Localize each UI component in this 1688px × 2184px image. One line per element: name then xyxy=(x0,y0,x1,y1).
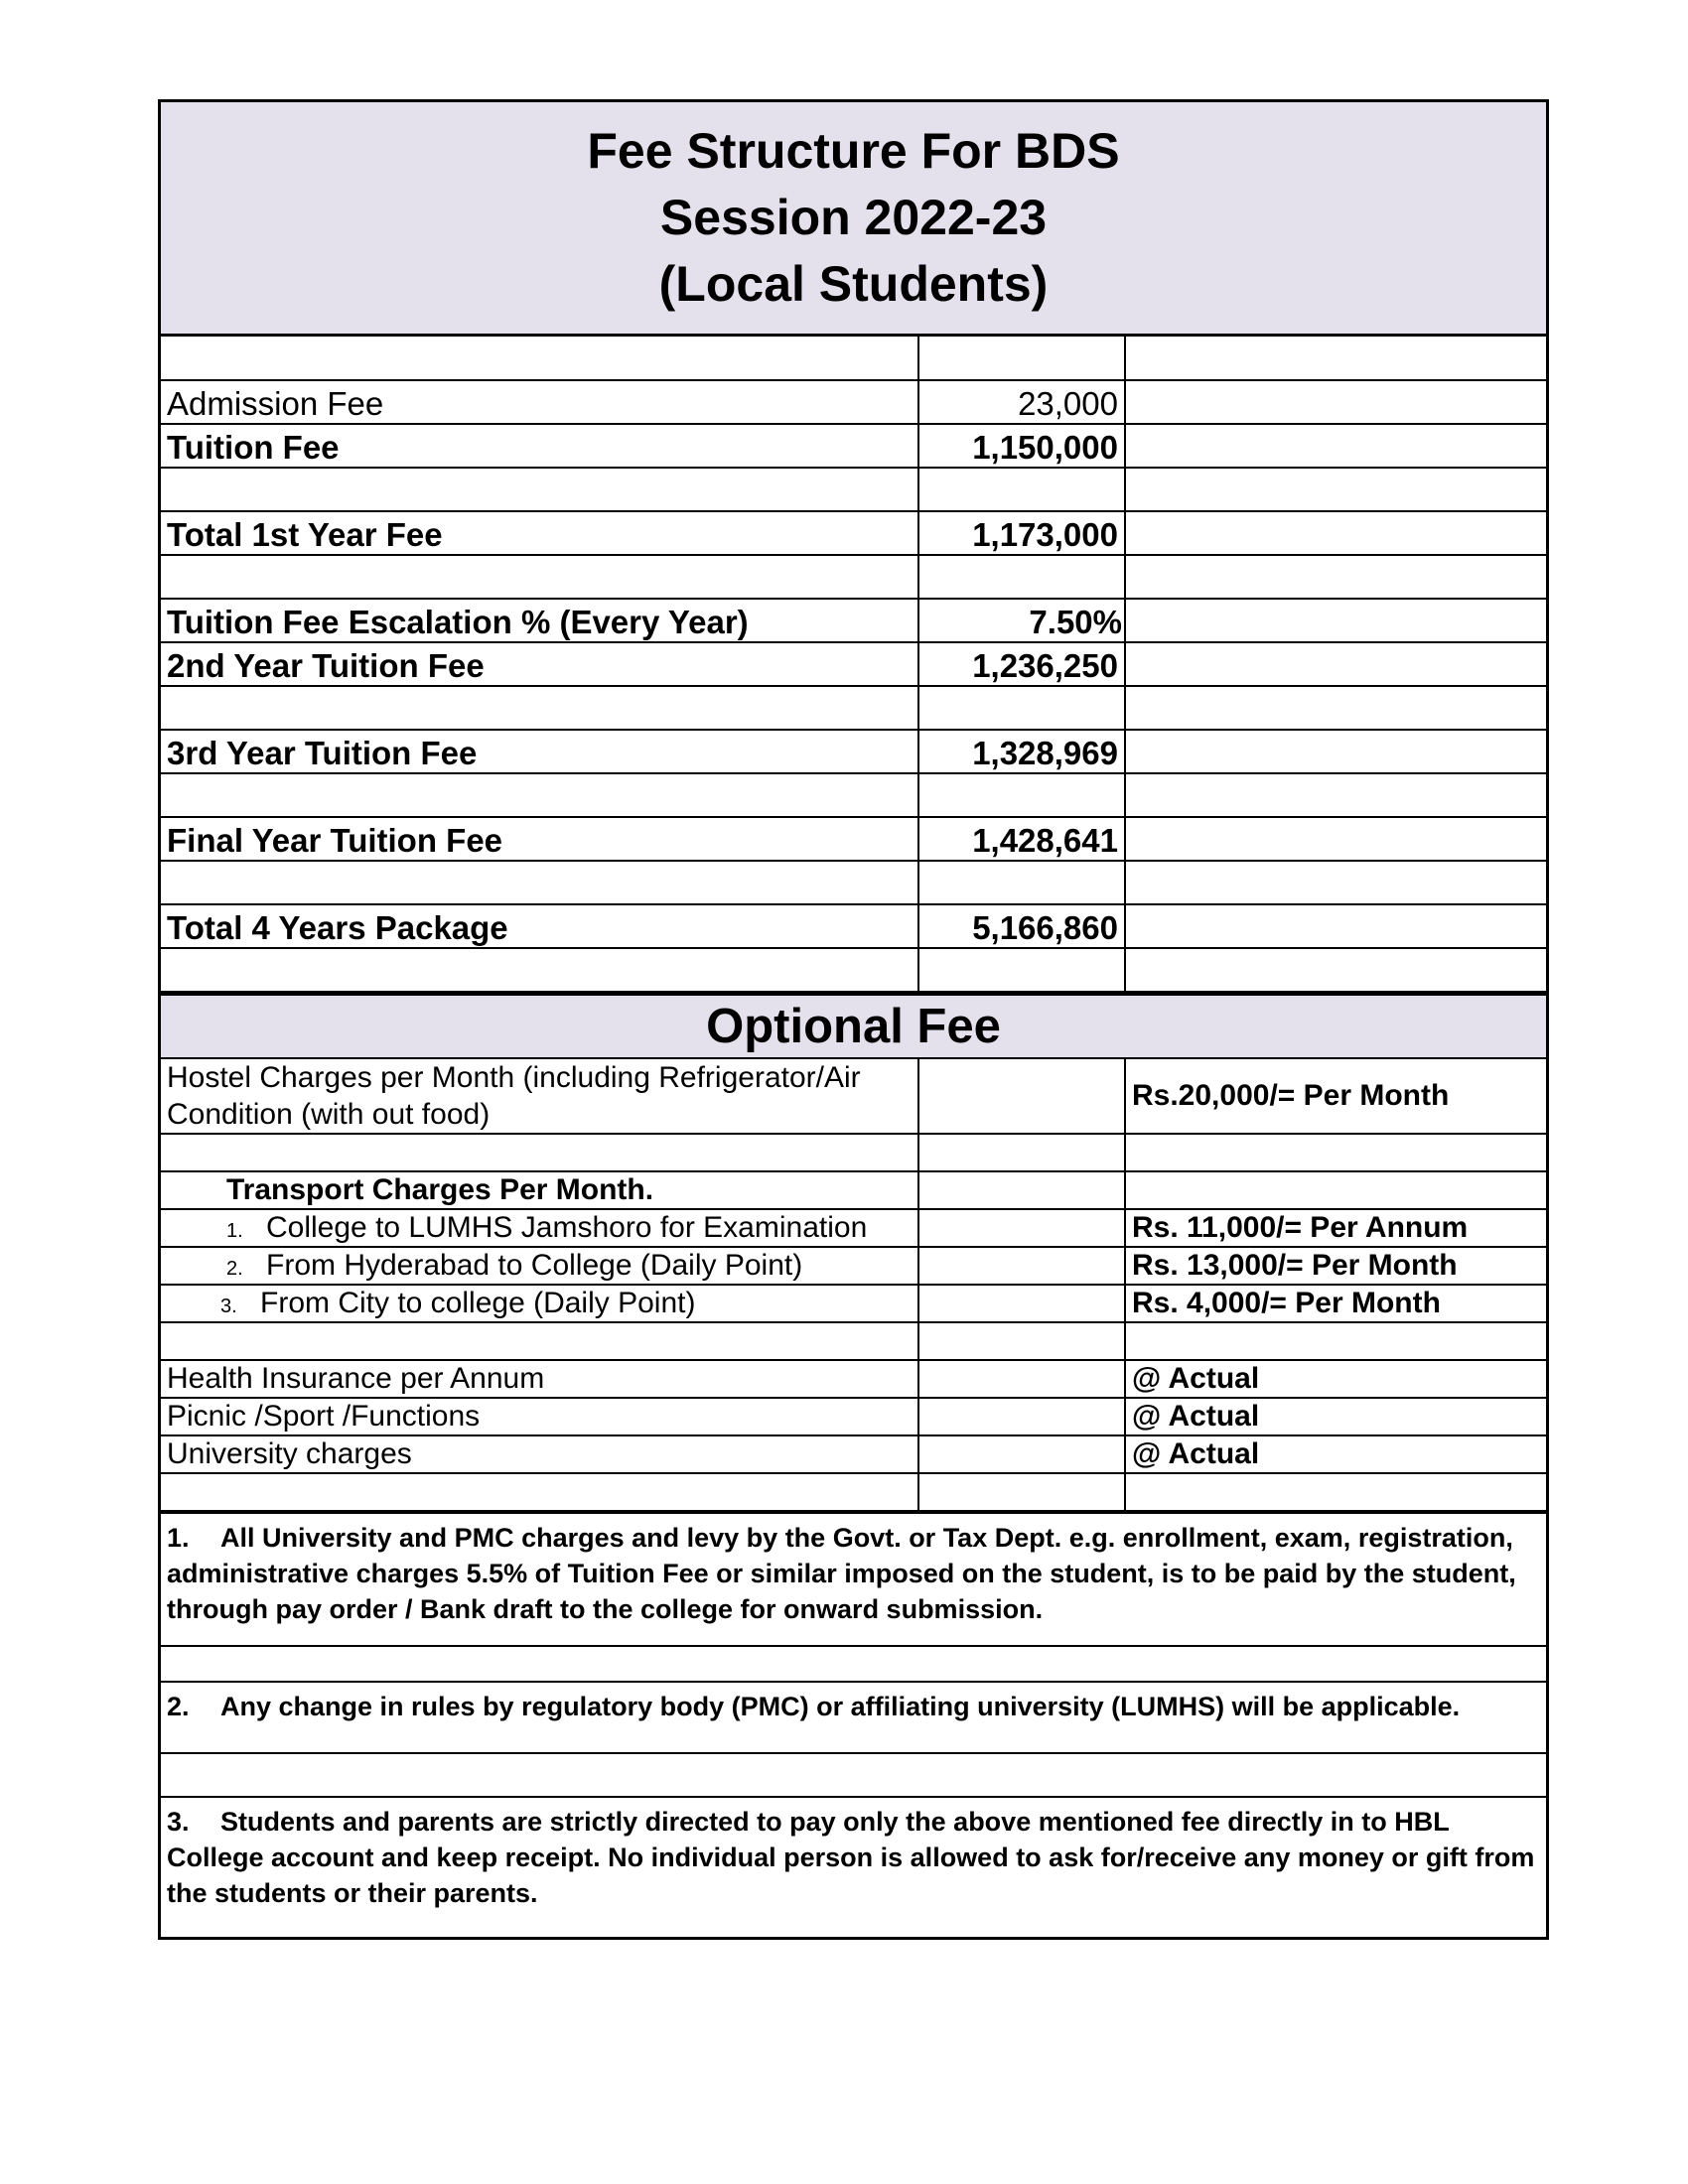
title-line-2: Session 2022-23 xyxy=(659,190,1048,245)
table-row xyxy=(161,642,1546,686)
table-row xyxy=(161,1059,1546,1134)
table-row xyxy=(161,599,1546,642)
health-insurance-label: Health Insurance per Annum xyxy=(161,1360,918,1398)
total-first-year-value: 1,173,000 xyxy=(918,511,1125,555)
table-row xyxy=(161,817,1546,861)
transport-item-number: 1. xyxy=(226,1219,243,1242)
table-row xyxy=(161,337,1546,380)
transport-item-label: From City to college (Daily Point) xyxy=(260,1286,696,1319)
second-year-label: 2nd Year Tuition Fee xyxy=(161,642,918,686)
note-text: Any change in rules by regulatory body (PMC) or affiliating university (LUMHS) will be applicable. xyxy=(220,1692,1461,1721)
table-row xyxy=(161,773,1546,817)
transport-item-number: 2. xyxy=(226,1257,243,1280)
note-spacer xyxy=(161,1647,1546,1683)
university-charges-label: University charges xyxy=(161,1435,918,1473)
note-2 xyxy=(161,1683,1546,1754)
final-year-label: Final Year Tuition Fee xyxy=(161,817,918,861)
table-row xyxy=(161,1171,1546,1209)
optional-fee-heading: Optional Fee xyxy=(161,993,1546,1059)
transport-heading: Transport Charges Per Month. xyxy=(161,1171,918,1209)
table-row xyxy=(161,555,1546,599)
list-item xyxy=(161,1247,1546,1285)
table-row xyxy=(161,1360,1546,1398)
escalation-label: Tuition Fee Escalation % (Every Year) xyxy=(161,599,918,642)
note-1 xyxy=(161,1514,1546,1647)
table-row xyxy=(161,686,1546,730)
university-charges-value: @ Actual xyxy=(1125,1435,1546,1473)
third-year-value: 1,328,969 xyxy=(918,730,1125,773)
note-number: 2. xyxy=(167,1692,190,1721)
title-line-1: Fee Structure For BDS xyxy=(587,123,1120,179)
transport-item-number: 3. xyxy=(220,1295,237,1317)
optional-fee-table xyxy=(161,1059,1546,1512)
fee-structure-sheet xyxy=(158,99,1549,1940)
note-number: 1. xyxy=(167,1523,190,1553)
table-row xyxy=(161,861,1546,904)
total-first-year-label: Total 1st Year Fee xyxy=(161,511,918,555)
note-spacer xyxy=(161,1754,1546,1798)
table-row xyxy=(161,1435,1546,1473)
list-item xyxy=(161,1209,1546,1247)
table-row xyxy=(161,904,1546,948)
title-line-3: (Local Students) xyxy=(658,256,1049,312)
note-text: Students and parents are strictly directed to pay only the above mentioned fee directly in to HBL College account and keep receipt. No individual person is allowed to ask for/receive any money or gift from the students or their parents. xyxy=(167,1807,1535,1908)
note-number: 3. xyxy=(167,1807,190,1837)
table-row xyxy=(161,730,1546,773)
table-row xyxy=(161,1322,1546,1360)
admission-fee-value: 23,000 xyxy=(918,380,1125,424)
list-item xyxy=(161,1285,1546,1322)
picnic-label: Picnic /Sport /Functions xyxy=(161,1398,918,1435)
table-row xyxy=(161,468,1546,511)
health-insurance-value: @ Actual xyxy=(1125,1360,1546,1398)
admission-fee-label: Admission Fee xyxy=(161,380,918,424)
table-row xyxy=(161,1134,1546,1171)
title-block xyxy=(161,102,1546,337)
table-row xyxy=(161,511,1546,555)
table-row xyxy=(161,1398,1546,1435)
table-row xyxy=(161,1473,1546,1511)
escalation-value: 7.50% xyxy=(918,599,1125,642)
transport-item-label: College to LUMHS Jamshoro for Examination xyxy=(266,1210,868,1244)
total-four-years-label: Total 4 Years Package xyxy=(161,904,918,948)
final-year-value: 1,428,641 xyxy=(918,817,1125,861)
third-year-label: 3rd Year Tuition Fee xyxy=(161,730,918,773)
transport-item-value: Rs. 13,000/= Per Month xyxy=(1125,1247,1546,1285)
transport-item-label: From Hyderabad to College (Daily Point) xyxy=(266,1248,803,1282)
table-row xyxy=(161,948,1546,992)
hostel-label: Hostel Charges per Month (including Refrigerator/Air Condition (with out food) xyxy=(161,1059,918,1134)
picnic-value: @ Actual xyxy=(1125,1398,1546,1435)
tuition-fee-label: Tuition Fee xyxy=(161,424,918,468)
fee-table xyxy=(161,337,1546,993)
note-text: All University and PMC charges and levy by the Govt. or Tax Dept. e.g. enrollment, exam, registration, administrative charges 5.5% of Tuition Fee or similar imposed on the student, is to be paid by the student, through pay order / Bank draft to the college for onward submission. xyxy=(167,1523,1516,1624)
transport-item-value: Rs. 11,000/= Per Annum xyxy=(1125,1209,1546,1247)
table-row xyxy=(161,424,1546,468)
tuition-fee-value: 1,150,000 xyxy=(918,424,1125,468)
transport-item-value: Rs. 4,000/= Per Month xyxy=(1125,1285,1546,1322)
second-year-value: 1,236,250 xyxy=(918,642,1125,686)
table-row xyxy=(161,380,1546,424)
note-3 xyxy=(161,1798,1546,1937)
total-four-years-value: 5,166,860 xyxy=(918,904,1125,948)
hostel-value: Rs.20,000/= Per Month xyxy=(1125,1059,1546,1134)
notes-section xyxy=(161,1512,1546,1937)
